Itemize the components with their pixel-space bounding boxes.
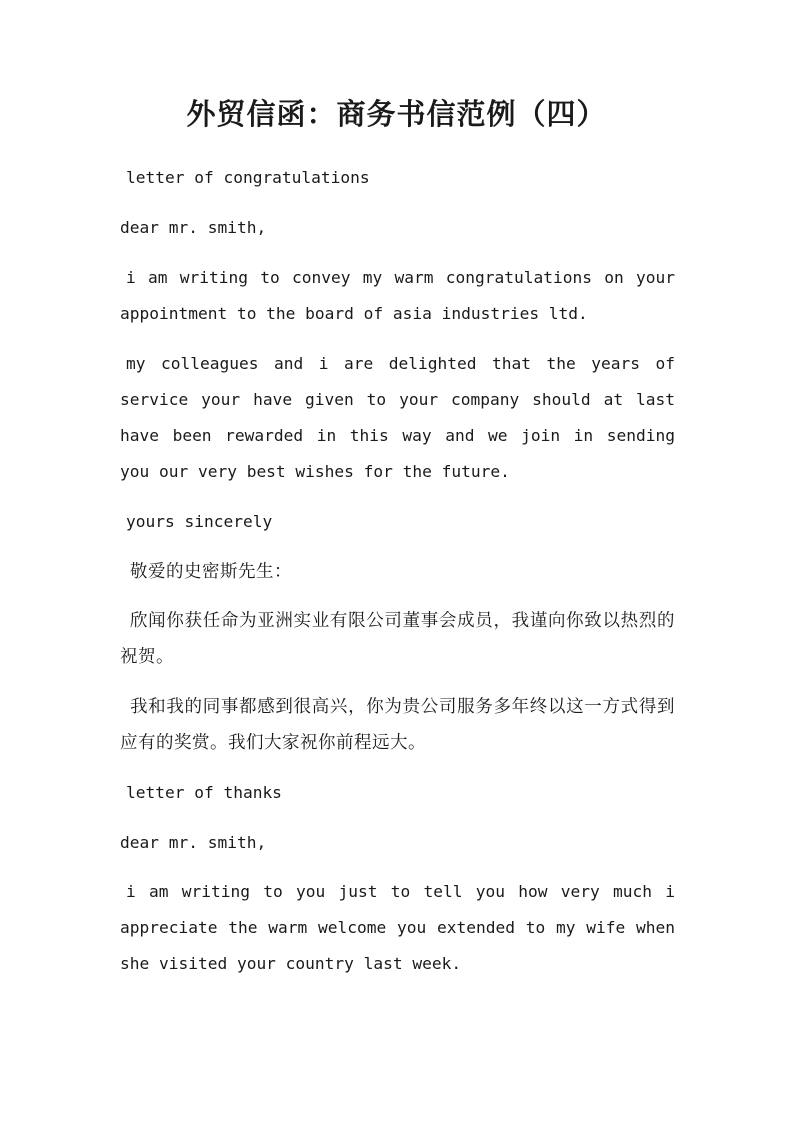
paragraph-salutation-2: dear mr. smith, bbox=[120, 833, 267, 852]
paragraph-cn-body-2: 我和我的同事都感到很高兴，你为贵公司服务多年终以这一方式得到应有的奖赏。我们大家祝你前程远大。 bbox=[120, 697, 675, 753]
paragraph-cn-salutation: 敬爱的史密斯先生： bbox=[130, 562, 292, 582]
paragraph-salutation-1: dear mr. smith, bbox=[120, 218, 267, 237]
paragraph-thanks-body-1: i am writing to you just to tell you how very much i appreciate the warm welcome you extended to my wife when she visited your country last week. bbox=[120, 882, 675, 973]
paragraph-cn-body-1: 欣闻你获任命为亚洲实业有限公司董事会成员，我谨向你致以热烈的祝贺。 bbox=[120, 611, 675, 667]
paragraph-congratulations-body-2: my colleagues and i are delighted that the years of service your have given to your company should at last have been rewarded in this way and we join in sending you our very best wishes for the future. bbox=[120, 354, 675, 481]
paragraph-closing: yours sincerely bbox=[126, 512, 273, 531]
document-title: 外贸信函：商务书信范例（四） bbox=[186, 97, 607, 131]
paragraph-congratulations-heading: letter of congratulations bbox=[126, 168, 370, 187]
paragraph-congratulations-body-1: i am writing to convey my warm congratulations on your appointment to the board of asia industries ltd. bbox=[120, 268, 675, 323]
paragraph-thanks-heading: letter of thanks bbox=[126, 783, 282, 802]
